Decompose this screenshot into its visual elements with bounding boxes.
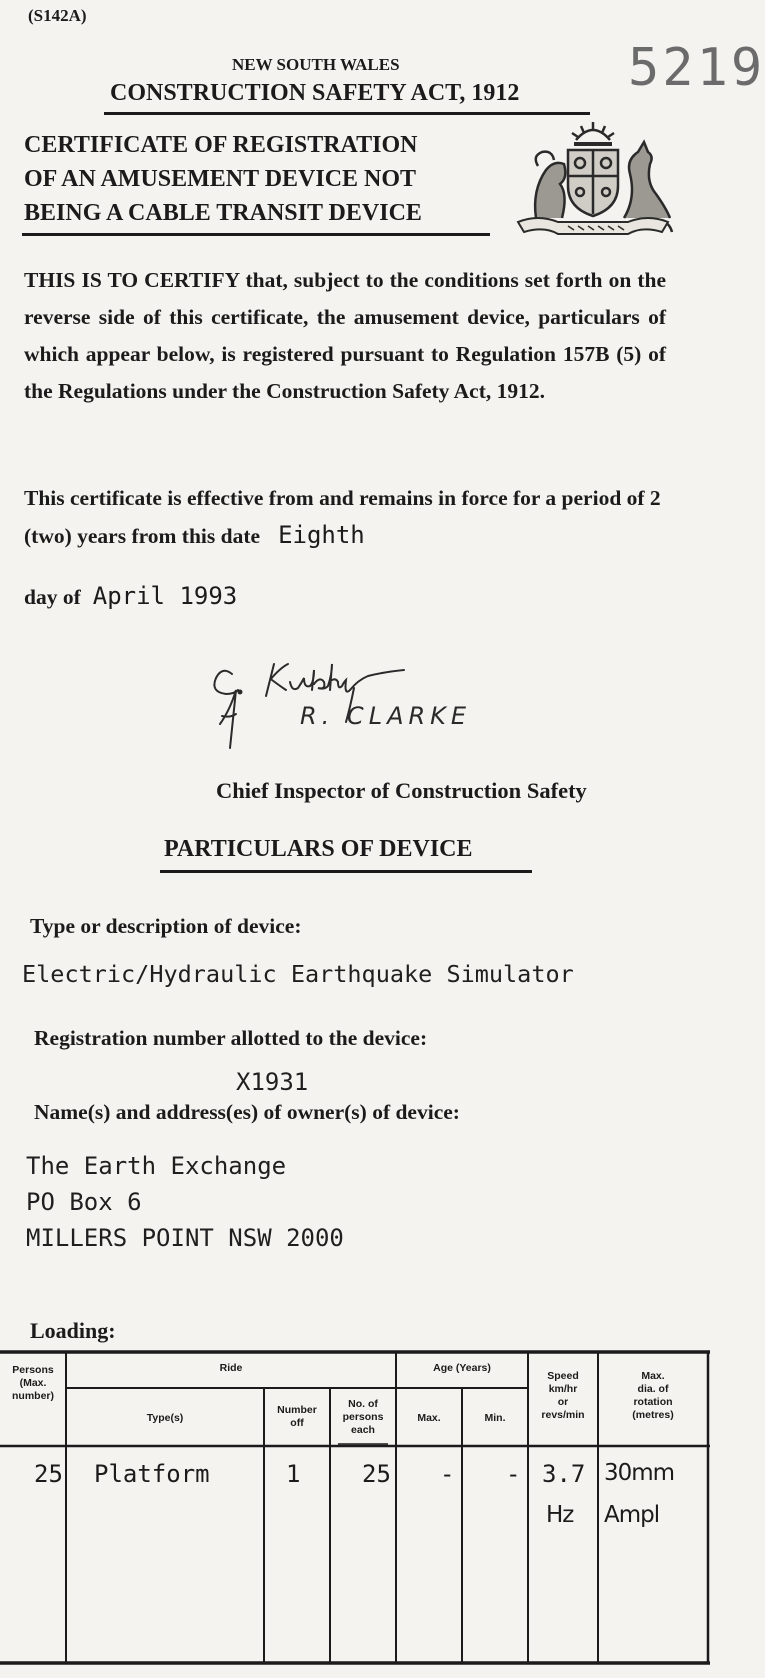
certify-paragraph: THIS IS TO CERTIFY that, subject to the conditions set forth on the reverse side of this certificate, the amusement device, particulars of which appear below, is registered pursuant to Regulation 157B (5) of the Regulations under the Construction Safety Act, 1912.: [24, 268, 666, 403]
title-line: OF AN AMUSEMENT DEVICE NOT: [24, 166, 417, 192]
certificate-number: 5219: [628, 38, 765, 98]
day-of-line: [24, 582, 237, 610]
effective-text: This certificate is effective from and remains in force for a period of 2 (two) years from this date: [24, 486, 661, 548]
title-underline: [22, 233, 490, 236]
cell-type: Platform: [94, 1460, 210, 1488]
owner-label: Name(s) and address(es) of owner(s) of device:: [34, 1100, 460, 1124]
col-types-header: Type(s): [146, 1412, 184, 1424]
cell-persons: 25: [34, 1460, 63, 1488]
act-heading: CONSTRUCTION SAFETY ACT, 1912: [110, 80, 520, 106]
particulars-heading: PARTICULARS OF DEVICE: [164, 836, 473, 862]
cell-max-dia-value: 30mm: [604, 1460, 675, 1486]
col-persons-each-header: No. of persons each: [342, 1398, 384, 1436]
col-age-header: Age (Years): [433, 1362, 491, 1374]
act-underline: [104, 112, 590, 115]
col-persons-header: Persons (Max. number): [12, 1364, 54, 1402]
form-code: (S142A): [28, 6, 87, 25]
title-line: BEING A CABLE TRANSIT DEVICE: [24, 200, 422, 226]
particulars-underline: [160, 870, 532, 873]
registration-number-value: X1931: [236, 1068, 309, 1096]
col-speed-header: Speed km/hr or revs/min: [541, 1370, 585, 1421]
col-number-off-header: Number off: [277, 1404, 317, 1429]
device-type-label: Type or description of device:: [30, 914, 302, 938]
day-of-value: April 1993: [92, 582, 238, 610]
signatory-title: Chief Inspector of Construction Safety: [216, 778, 587, 803]
effective-day: Eighth: [278, 521, 365, 549]
certificate-title: [24, 128, 422, 230]
owner-line: MILLERS POINT NSW 2000: [26, 1224, 344, 1252]
col-age-min-header: Min.: [484, 1412, 506, 1424]
nsw-coat-of-arms-icon: [512, 118, 674, 238]
owner-line: The Earth Exchange: [26, 1152, 287, 1180]
registration-number-label: Registration number allotted to the device:: [34, 1026, 428, 1050]
cell-speed-unit: Hz: [546, 1502, 574, 1528]
title-line: CERTIFICATE OF REGISTRATION: [24, 132, 418, 158]
col-age-max-header: Max.: [417, 1412, 441, 1424]
cell-age-min: -: [506, 1460, 521, 1488]
col-ride-header: Ride: [219, 1362, 243, 1374]
cell-max-dia-unit: Ampl: [604, 1502, 660, 1528]
handwritten-signature: [206, 650, 446, 750]
device-type-value: Electric/Hydraulic Earthquake Simulator: [22, 960, 574, 988]
cell-number-off: 1: [286, 1460, 301, 1488]
cell-age-max: -: [440, 1460, 455, 1488]
effective-paragraph: [24, 480, 674, 555]
loading-label: Loading:: [30, 1318, 116, 1343]
day-of-label: day of: [24, 585, 81, 609]
signature-printed-name: R. CLARKE: [300, 702, 472, 730]
cell-persons-each: 25: [362, 1460, 391, 1488]
owner-address: [26, 1148, 344, 1256]
cell-speed-value: 3.7: [542, 1460, 586, 1488]
state-heading: NEW SOUTH WALES: [232, 55, 400, 74]
col-max-dia-header: Max. dia. of rotation (metres): [632, 1370, 674, 1421]
owner-line: PO Box 6: [26, 1188, 142, 1216]
